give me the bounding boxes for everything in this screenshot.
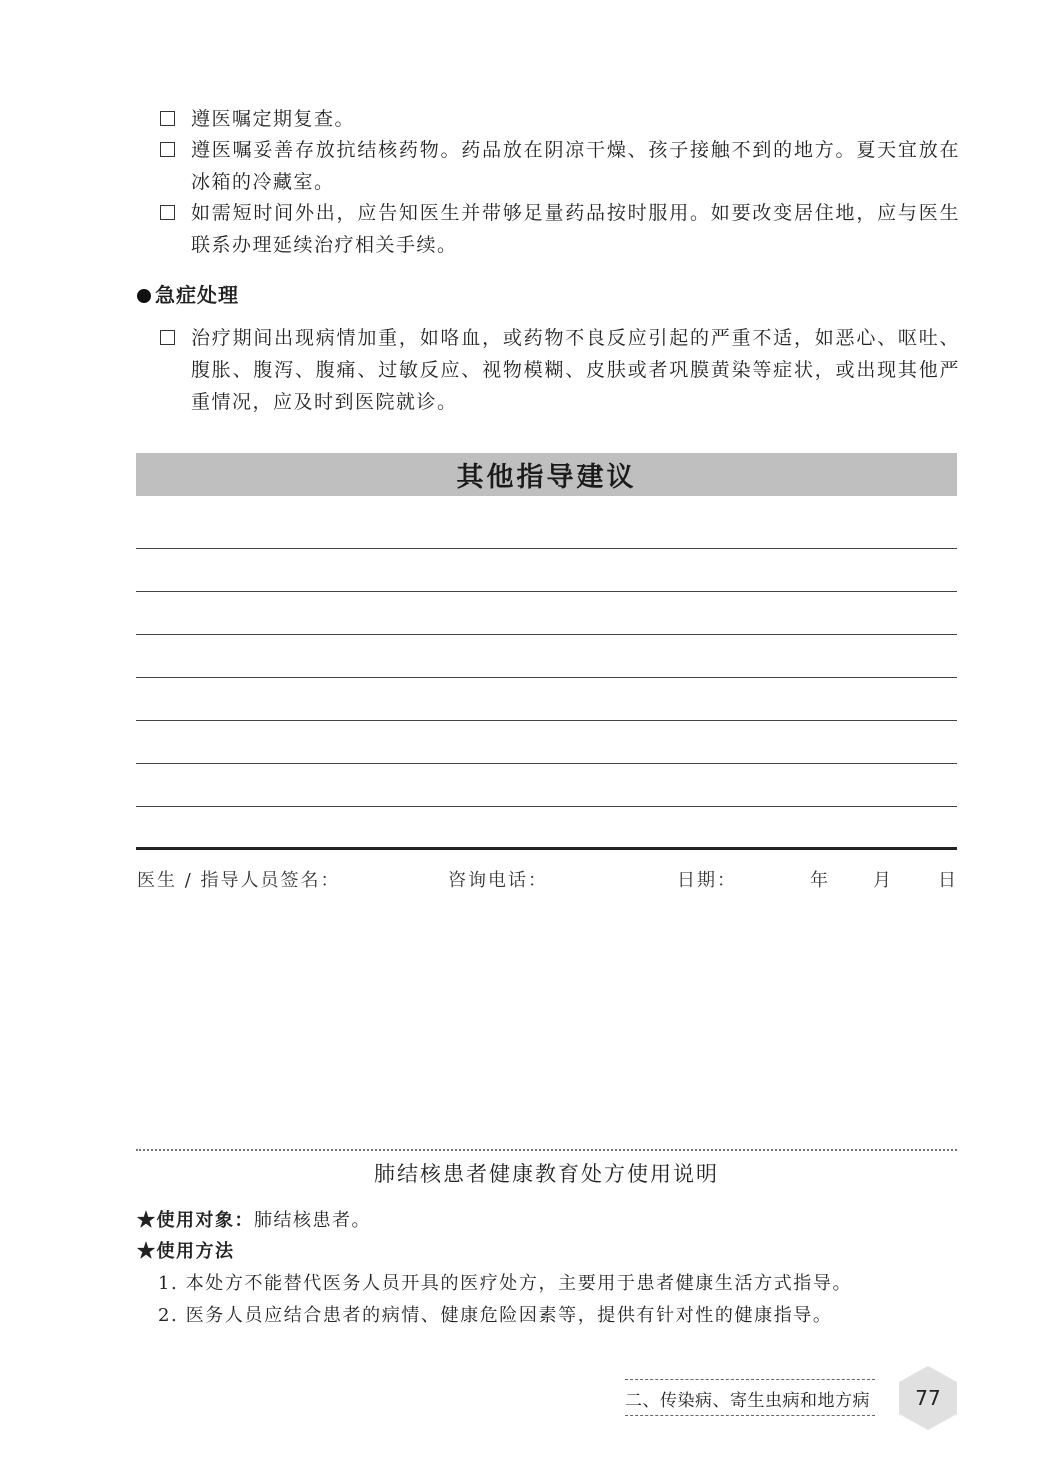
usage-method-item: 2. 医务人员应结合患者的病情、健康危险因素等，提供有针对性的健康指导。 — [158, 1305, 833, 1326]
usage-method-label: ★使用方法 — [137, 1241, 235, 1262]
checkbox[interactable] — [160, 330, 175, 345]
emergency-heading-text: 急症处理 — [155, 283, 239, 307]
signature-row — [137, 866, 957, 892]
checklist-item[interactable] — [160, 134, 960, 198]
writing-line[interactable] — [136, 763, 957, 764]
checkbox[interactable] — [160, 142, 175, 157]
checklist-item[interactable] — [160, 197, 960, 261]
usage-target-value: 肺结核患者。 — [254, 1210, 371, 1231]
footer-chapter: 二、传染病、寄生虫病和地方病 — [625, 1391, 870, 1411]
usage-title: 肺结核患者健康教育处方使用说明 — [374, 1162, 719, 1186]
emergency-heading — [137, 279, 239, 308]
year-label: 年 — [810, 870, 830, 891]
checklist-item-text: 遵医嘱定期复查。 — [191, 108, 356, 130]
checklist-item-text: 遵医嘱妥善存放抗结核药物。药品放在阴凉干燥、孩子接触不到的地方。夏天宜放在冰箱的冷藏室。 — [191, 139, 960, 193]
page-number: 77 — [915, 1386, 941, 1410]
section-divider — [136, 847, 957, 850]
usage-target-label: ★使用对象： — [137, 1210, 254, 1231]
month-label: 月 — [873, 870, 893, 891]
footer-dash-bottom — [625, 1415, 875, 1416]
writing-line[interactable] — [136, 634, 957, 635]
writing-line[interactable] — [136, 548, 957, 549]
advice-banner — [136, 453, 957, 496]
checklist-item-text: 如需短时间外出，应告知医生并带够足量药品按时服用。如要改变居住地，应与医生联系办理延续治疗相关手续。 — [191, 202, 960, 256]
usage-target — [137, 1206, 371, 1236]
bullet-icon — [137, 289, 151, 303]
doctor-signature-label: 医生 / 指导人员签名： — [137, 870, 341, 891]
writing-line[interactable] — [136, 677, 957, 678]
writing-line[interactable] — [136, 720, 957, 721]
emergency-item-text: 治疗期间出现病情加重，如咯血，或药物不良反应引起的严重不适，如恶心、呕吐、腹胀、腹泻、腹痛、过敏反应、视物模糊、皮肤或者巩膜黄染等症状，或出现其他严重情况，应及时到医院就诊。 — [191, 327, 960, 413]
writing-line[interactable] — [136, 806, 957, 807]
emergency-item[interactable] — [160, 322, 960, 418]
checkbox[interactable] — [160, 111, 175, 126]
phone-label: 咨询电话： — [448, 870, 548, 891]
date-label: 日期： — [677, 870, 737, 891]
checkbox[interactable] — [160, 205, 175, 220]
usage-method-item: 1. 本处方不能替代医务人员开具的医疗处方，主要用于患者健康生活方式指导。 — [158, 1273, 853, 1294]
advice-banner-title: 其他指导建议 — [456, 462, 637, 493]
day-label: 日 — [938, 870, 958, 891]
dotted-divider — [136, 1149, 957, 1151]
footer-dash-top — [625, 1379, 875, 1380]
writing-line[interactable] — [136, 591, 957, 592]
checklist-item[interactable] — [160, 103, 960, 135]
page-number-badge — [898, 1365, 958, 1431]
